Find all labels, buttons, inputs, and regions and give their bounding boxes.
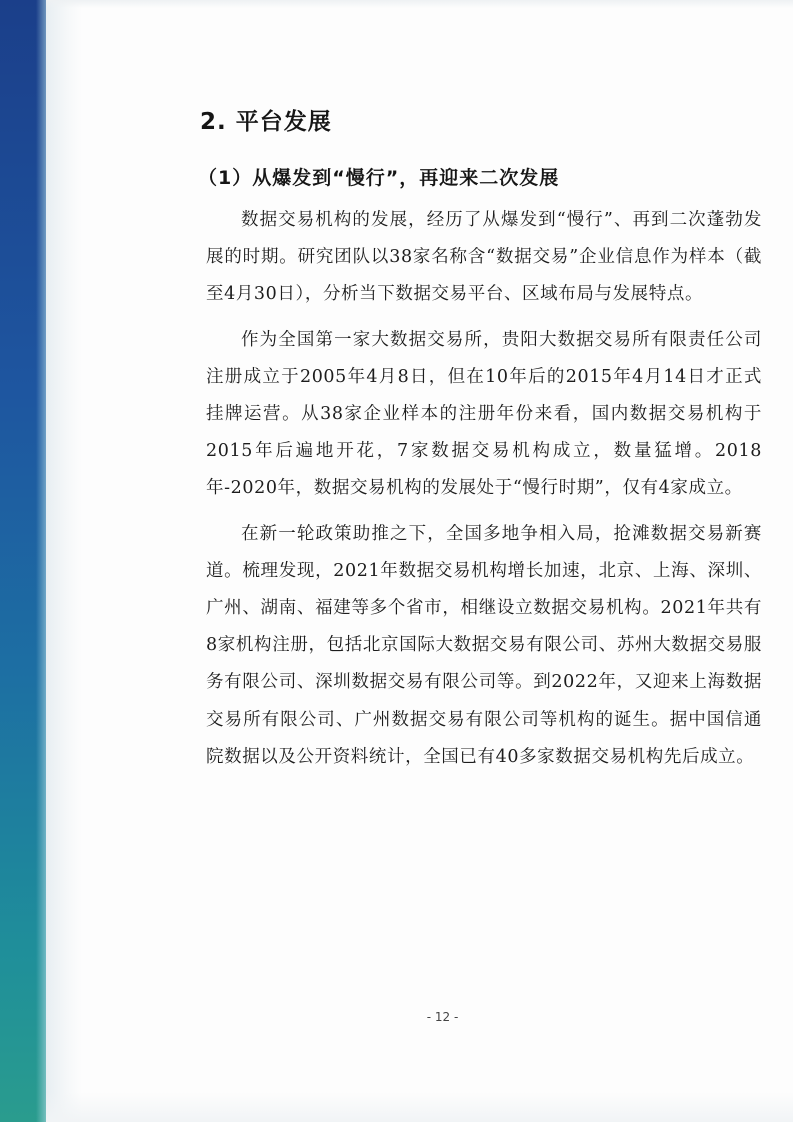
paragraph-3: 在新一轮政策助推之下，全国多地争相入局，抢滩数据交易新赛道。梳理发现，2021年数据交易机构增长加速，北京、上海、深圳、广州、湖南、福建等多个省市，相继设立数据交易机构。2021年共有8家机构注册，包括北京国际大数据交易有限公司、苏州大数据交易服务有限公司、深圳数据交易有限公司等。到2022年，又迎来上海数据交易所有限公司、广州数据交易有限公司等机构的诞生。据中国信通院数据以及公开资料统计，全国已有40多家数据交易机构先后成立。 — [206, 523, 762, 767]
section-title: 2. 平台发展 — [200, 109, 332, 136]
paragraph-2: 作为全国第一家大数据交易所，贵阳大数据交易所有限责任公司注册成立于2005年4月8日，但在10年后的2015年4月14日才正式挂牌运营。从38家企业样本的注册年份来看，国内数据交易机构于2015年后遍地开花，7家数据交易机构成立，数量猛增。2018年-2020年，数据交易机构的发展处于“慢行时期”，仅有4家成立。 — [206, 329, 762, 499]
page-bottom-edge — [46, 1092, 793, 1122]
paragraph-1: 数据交易机构的发展，经历了从爆发到“慢行”、再到二次蓬勃发展的时期。研究团队以38家名称含“数据交易”企业信息作为样本（截至4月30日），分析当下数据交易平台、区域布局与发展特点。 — [206, 210, 762, 305]
subsection-title: （1）从爆发到“慢行”，再迎来二次发展 — [198, 167, 560, 189]
page-top-edge — [46, 0, 793, 8]
body-text — [206, 202, 762, 782]
page-shadow — [46, 0, 82, 1122]
binding-cover-strip — [0, 0, 46, 1122]
page-number: - 12 - — [426, 1010, 459, 1024]
